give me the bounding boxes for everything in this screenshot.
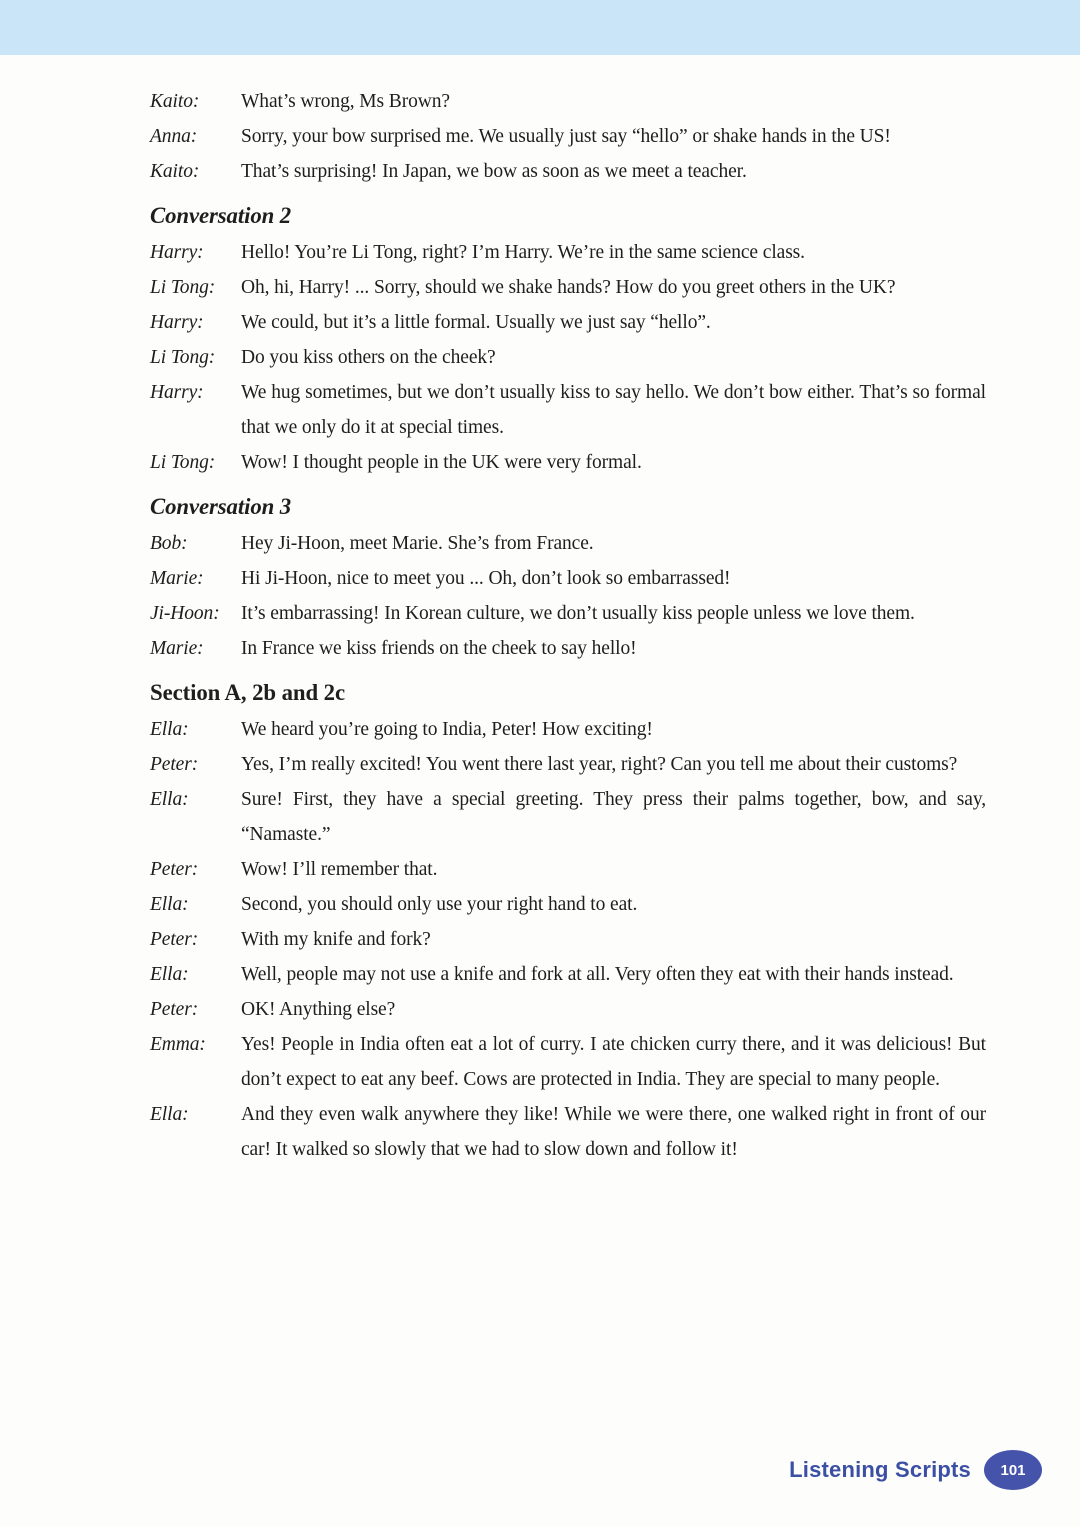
utterance-text: In France we kiss friends on the cheek to say hello! — [241, 638, 637, 659]
speaker-label: Anna: — [150, 126, 198, 147]
dialogue-line — [150, 235, 986, 270]
utterance-text: Wow! I thought people in the UK were very formal. — [241, 452, 642, 473]
dialogue-line — [150, 340, 986, 375]
utterance-text: With my knife and fork? — [241, 929, 431, 950]
dialogue-line — [150, 922, 986, 957]
speaker-label: Ella: — [150, 1104, 189, 1125]
utterance-text: Sure! First, they have a special greeting. They press their palms together, bow, and say, “Namaste.” — [241, 789, 986, 845]
dialogue-line — [150, 270, 986, 305]
speaker-label: Peter: — [150, 859, 199, 880]
utterance-text: And they even walk anywhere they like! While we were there, one walked right in front of our car! It walked so slowly that we had to slow down and follow it! — [241, 1104, 986, 1160]
speaker-label: Marie: — [150, 568, 204, 589]
dialogue-line — [150, 1097, 986, 1167]
speaker-label: Kaito: — [150, 161, 200, 182]
dialogue-line — [150, 561, 986, 596]
script-section — [150, 675, 986, 1167]
utterance-text: OK! Anything else? — [241, 999, 396, 1020]
dialogue-line — [150, 526, 986, 561]
speaker-label: Ella: — [150, 719, 189, 740]
section-heading: Conversation 2 — [150, 203, 292, 228]
speaker-label: Peter: — [150, 999, 199, 1020]
dialogue-line — [150, 887, 986, 922]
speaker-label: Ella: — [150, 894, 189, 915]
speaker-label: Emma: — [150, 1034, 206, 1055]
dialogue-line — [150, 712, 986, 747]
utterance-text: Yes, I’m really excited! You went there last year, right? Can you tell me about their customs? — [241, 754, 958, 775]
speaker-label: Li Tong: — [150, 452, 216, 473]
dialogue-line — [150, 84, 986, 119]
dialogue-line — [150, 782, 986, 852]
utterance-text: Second, you should only use your right hand to eat. — [241, 894, 638, 915]
speaker-label: Harry: — [150, 382, 204, 403]
footer-section-label: Listening Scripts — [789, 1457, 971, 1482]
script-section — [150, 198, 986, 480]
speaker-label: Peter: — [150, 754, 199, 775]
script-content — [150, 84, 986, 1167]
script-section — [150, 489, 986, 666]
utterance-text: We heard you’re going to India, Peter! How exciting! — [241, 719, 653, 740]
utterance-text: Hey Ji-Hoon, meet Marie. She’s from France. — [241, 533, 594, 554]
speaker-label: Peter: — [150, 929, 199, 950]
utterance-text: Sorry, your bow surprised me. We usually just say “hello” or shake hands in the US! — [241, 126, 891, 147]
utterance-text: Oh, hi, Harry! ... Sorry, should we shake hands? How do you greet others in the UK? — [241, 277, 896, 298]
dialogue-line — [150, 631, 986, 666]
speaker-label: Ella: — [150, 964, 189, 985]
utterance-text: We could, but it’s a little formal. Usually we just say “hello”. — [241, 312, 711, 333]
section-lines — [150, 84, 986, 189]
dialogue-line — [150, 445, 986, 480]
utterance-text: It’s embarrassing! In Korean culture, we don’t usually kiss people unless we love them. — [241, 603, 915, 624]
speaker-label: Bob: — [150, 533, 188, 554]
section-lines — [150, 712, 986, 1167]
dialogue-line — [150, 852, 986, 887]
footer — [789, 1450, 1042, 1490]
dialogue-line — [150, 992, 986, 1027]
section-heading: Conversation 3 — [150, 494, 292, 519]
dialogue-line — [150, 596, 986, 631]
speaker-label: Ji-Hoon: — [150, 603, 220, 624]
utterance-text: Hi Ji-Hoon, nice to meet you ... Oh, don’t look so embarrassed! — [241, 568, 731, 589]
utterance-text: We hug sometimes, but we don’t usually kiss to say hello. We don’t bow either. That’s so formal that we only do it at special times. — [241, 382, 986, 438]
speaker-label: Kaito: — [150, 91, 200, 112]
page-header-band — [0, 0, 1080, 55]
speaker-label: Ella: — [150, 789, 189, 810]
utterance-text: Do you kiss others on the cheek? — [241, 347, 496, 368]
utterance-text: Hello! You’re Li Tong, right? I’m Harry. We’re in the same science class. — [241, 242, 805, 263]
script-section — [150, 84, 986, 189]
speaker-label: Marie: — [150, 638, 204, 659]
speaker-label: Li Tong: — [150, 277, 216, 298]
speaker-label: Li Tong: — [150, 347, 216, 368]
speaker-label: Harry: — [150, 312, 204, 333]
utterance-text: Yes! People in India often eat a lot of curry. I ate chicken curry there, and it was delicious! But don’t expect to eat any beef. Cows are protected in India. They are special to many people. — [241, 1034, 986, 1090]
dialogue-line — [150, 1027, 986, 1097]
dialogue-line — [150, 119, 986, 154]
section-lines — [150, 235, 986, 480]
utterance-text: What’s wrong, Ms Brown? — [241, 91, 450, 112]
dialogue-line — [150, 747, 986, 782]
dialogue-line — [150, 305, 986, 340]
speaker-label: Harry: — [150, 242, 204, 263]
dialogue-line — [150, 957, 986, 992]
dialogue-line — [150, 154, 986, 189]
utterance-text: That’s surprising! In Japan, we bow as soon as we meet a teacher. — [241, 161, 747, 182]
utterance-text: Well, people may not use a knife and fork at all. Very often they eat with their hands instead. — [241, 964, 954, 985]
section-heading: Section A, 2b and 2c — [150, 680, 345, 705]
section-lines — [150, 526, 986, 666]
page-number-badge: 101 — [984, 1450, 1042, 1490]
dialogue-line — [150, 375, 986, 445]
utterance-text: Wow! I’ll remember that. — [241, 859, 438, 880]
